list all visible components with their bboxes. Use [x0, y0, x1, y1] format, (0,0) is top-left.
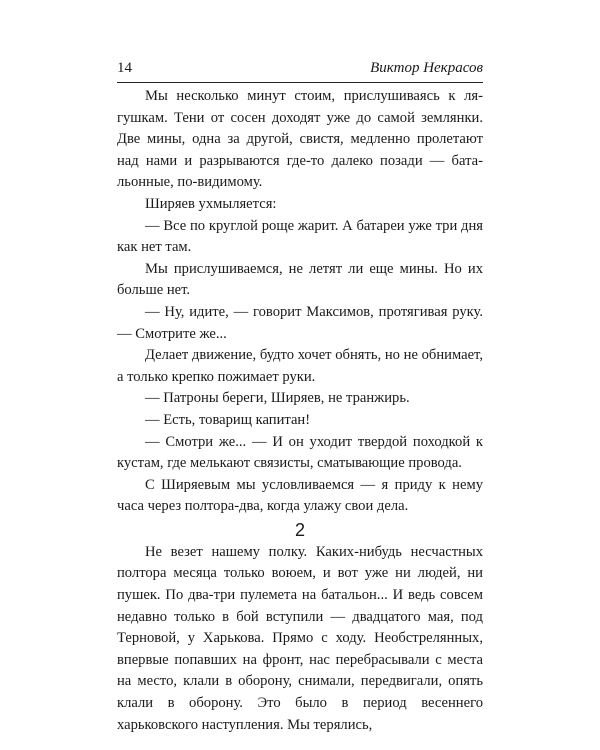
paragraph: Ширяев ухмыляется:: [145, 195, 277, 212]
paragraph: — Есть, товарищ капитан!: [145, 411, 311, 428]
paragraph: — Патроны береги, Ширяев, не транжирь.: [145, 390, 410, 407]
paragraph: — Ну, идите, — говорит Максимов, протягивая руку. — Смотрите же...: [117, 303, 483, 342]
paragraph: — Смотри же... — И он уходит твердой походкой к кустам, где мелькают связисты, сматывающие провода.: [117, 433, 483, 472]
paragraph: Делает движение, будто хочет обнять, но не обнимает, а только крепко пожимает руки.: [117, 347, 483, 385]
paragraph: — Все по круглой роще жарит. А батареи уже три дня как нет там.: [117, 217, 483, 256]
paragraph: Мы прислушиваемся, не летят ли еще мины. Но их больше нет.: [117, 260, 483, 299]
page-header: [117, 58, 483, 83]
paragraph: Мы несколько минут стоим, прислушиваясь к лягушкам. Тени от сосен доходят уже до самой землянки. Две мины, одна за другой, свистя, медленно пролетают над нами и разрываются где-то далеко позади — батальонные, по-видимому.: [117, 88, 483, 191]
running-head-author: Виктор Некрасов: [370, 60, 483, 76]
page-body: [117, 86, 483, 736]
page-number: 14: [117, 60, 132, 76]
chapter-number: 2: [294, 519, 305, 540]
paragraph: С Ширяевым мы условливаемся — я приду к нему часа через полтора-два, когда улажу свои дела.: [117, 476, 483, 515]
paragraph: Не везет нашему полку. Каких-нибудь несчастных полтора месяца только воюем, и вот уже ни людей, ни пушек. По два-три пулемета на батальон... И ведь совсем недавно только в бой вступили — двадцатого мая, под Терновой, у Харькова. Прямо с ходу. Необстрелянных, впервые попавших на фронт, нас перебрасывали с места на место, клали в оборону, снимали, передвигали, опять клали в оборону. Это было в период весеннего харьковского наступления. Мы терялись,: [117, 543, 483, 733]
